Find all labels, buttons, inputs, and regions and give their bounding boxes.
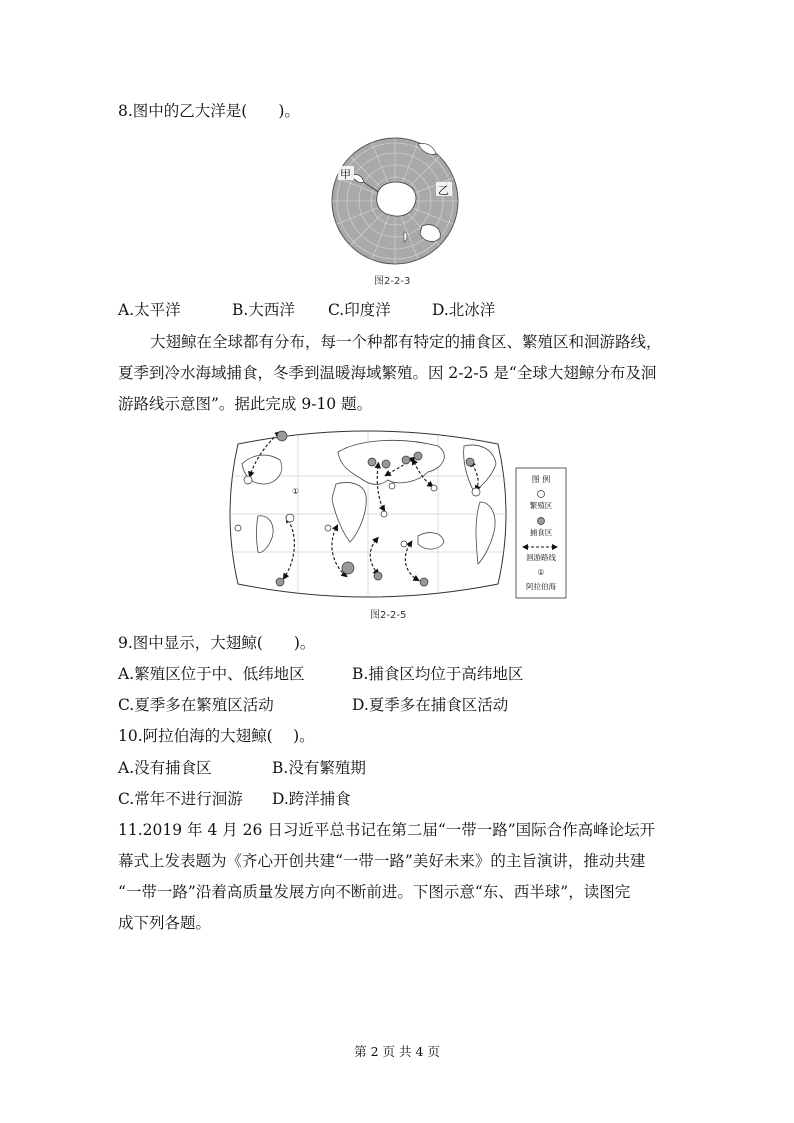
q8-stem: 8.图中的乙大洋是( )。	[118, 102, 300, 120]
q8-option-b[interactable]: B.大西洋	[232, 301, 295, 319]
arabian-sea-marker: ①	[292, 487, 300, 496]
antarctica-landmass	[377, 182, 416, 216]
polar-globe-map	[330, 136, 460, 266]
label-yi: 乙	[438, 184, 449, 197]
legend-arabian-marker: ①	[537, 568, 545, 577]
figure-2-2-3-caption: 图2-2-3	[374, 276, 411, 287]
legend-breeding-label: 繁殖区	[529, 501, 553, 510]
q10-option-a[interactable]: A.没有捕食区	[118, 759, 212, 777]
q8-option-a[interactable]: A.太平洋	[118, 301, 181, 319]
q10-stem: 10.阿拉伯海的大翅鲸( )。	[118, 727, 315, 745]
q11-line-2: 幕式上发表题为《齐心开创共建“一带一路”美好未来》的主旨演讲，推动共建	[118, 852, 646, 870]
q9-stem: 9.图中显示，大翅鲸( )。	[118, 634, 316, 652]
figure-2-2-5	[228, 424, 568, 604]
q11-line-3: “一带一路”沿着高质量发展方向不断前进。下图示意“东、西半球”，读图完	[118, 883, 631, 901]
passage-line-2: 夏季到冷水海域捕食，冬季到温暖海域繁殖。因 2-2-5 是“全球大翅鲸分布及洄	[118, 364, 657, 382]
q8-option-d[interactable]: D.北冰洋	[432, 301, 496, 319]
label-jia: 甲	[340, 168, 351, 181]
page-footer: 第 2 页 共 4 页	[354, 1044, 440, 1059]
q9-option-d[interactable]: D.夏季多在捕食区活动	[352, 696, 509, 714]
legend-feeding-label: 捕食区	[529, 528, 553, 537]
map-legend	[516, 468, 566, 598]
q9-option-b[interactable]: B.捕食区均位于高纬地区	[352, 665, 524, 683]
figure-2-2-5-caption: 图2-2-5	[370, 610, 407, 621]
legend-feeding-symbol	[538, 518, 545, 525]
q8-option-c[interactable]: C.印度洋	[328, 301, 391, 319]
whale-distribution-map	[228, 424, 568, 604]
legend-breeding-symbol	[538, 491, 545, 498]
passage-line-1: 大翅鲸在全球都有分布，每一个种都有特定的捕食区、繁殖区和洄游路线，	[150, 333, 662, 351]
q11-line-1: 11.2019 年 4 月 26 日习近平总书记在第二届“一带一路”国际合作高峰论坛开	[118, 821, 656, 839]
passage-line-3: 游路线示意图”。据此完成 9-10 题。	[118, 395, 373, 413]
q10-option-d[interactable]: D.跨洋捕食	[272, 790, 351, 808]
figure-2-2-3	[330, 136, 460, 266]
legend-arabian-label: 阿拉伯海	[526, 582, 556, 591]
q9-option-a[interactable]: A.繁殖区位于中、低纬地区	[118, 665, 305, 683]
legend-route-label: 洄游路线	[526, 553, 556, 562]
legend-title: 图 例	[531, 475, 551, 484]
q9-option-c[interactable]: C.夏季多在繁殖区活动	[118, 696, 274, 714]
q11-line-4: 成下列各题。	[118, 914, 212, 932]
q10-option-b[interactable]: B.没有繁殖期	[272, 759, 366, 777]
q10-option-c[interactable]: C.常年不进行洄游	[118, 790, 243, 808]
